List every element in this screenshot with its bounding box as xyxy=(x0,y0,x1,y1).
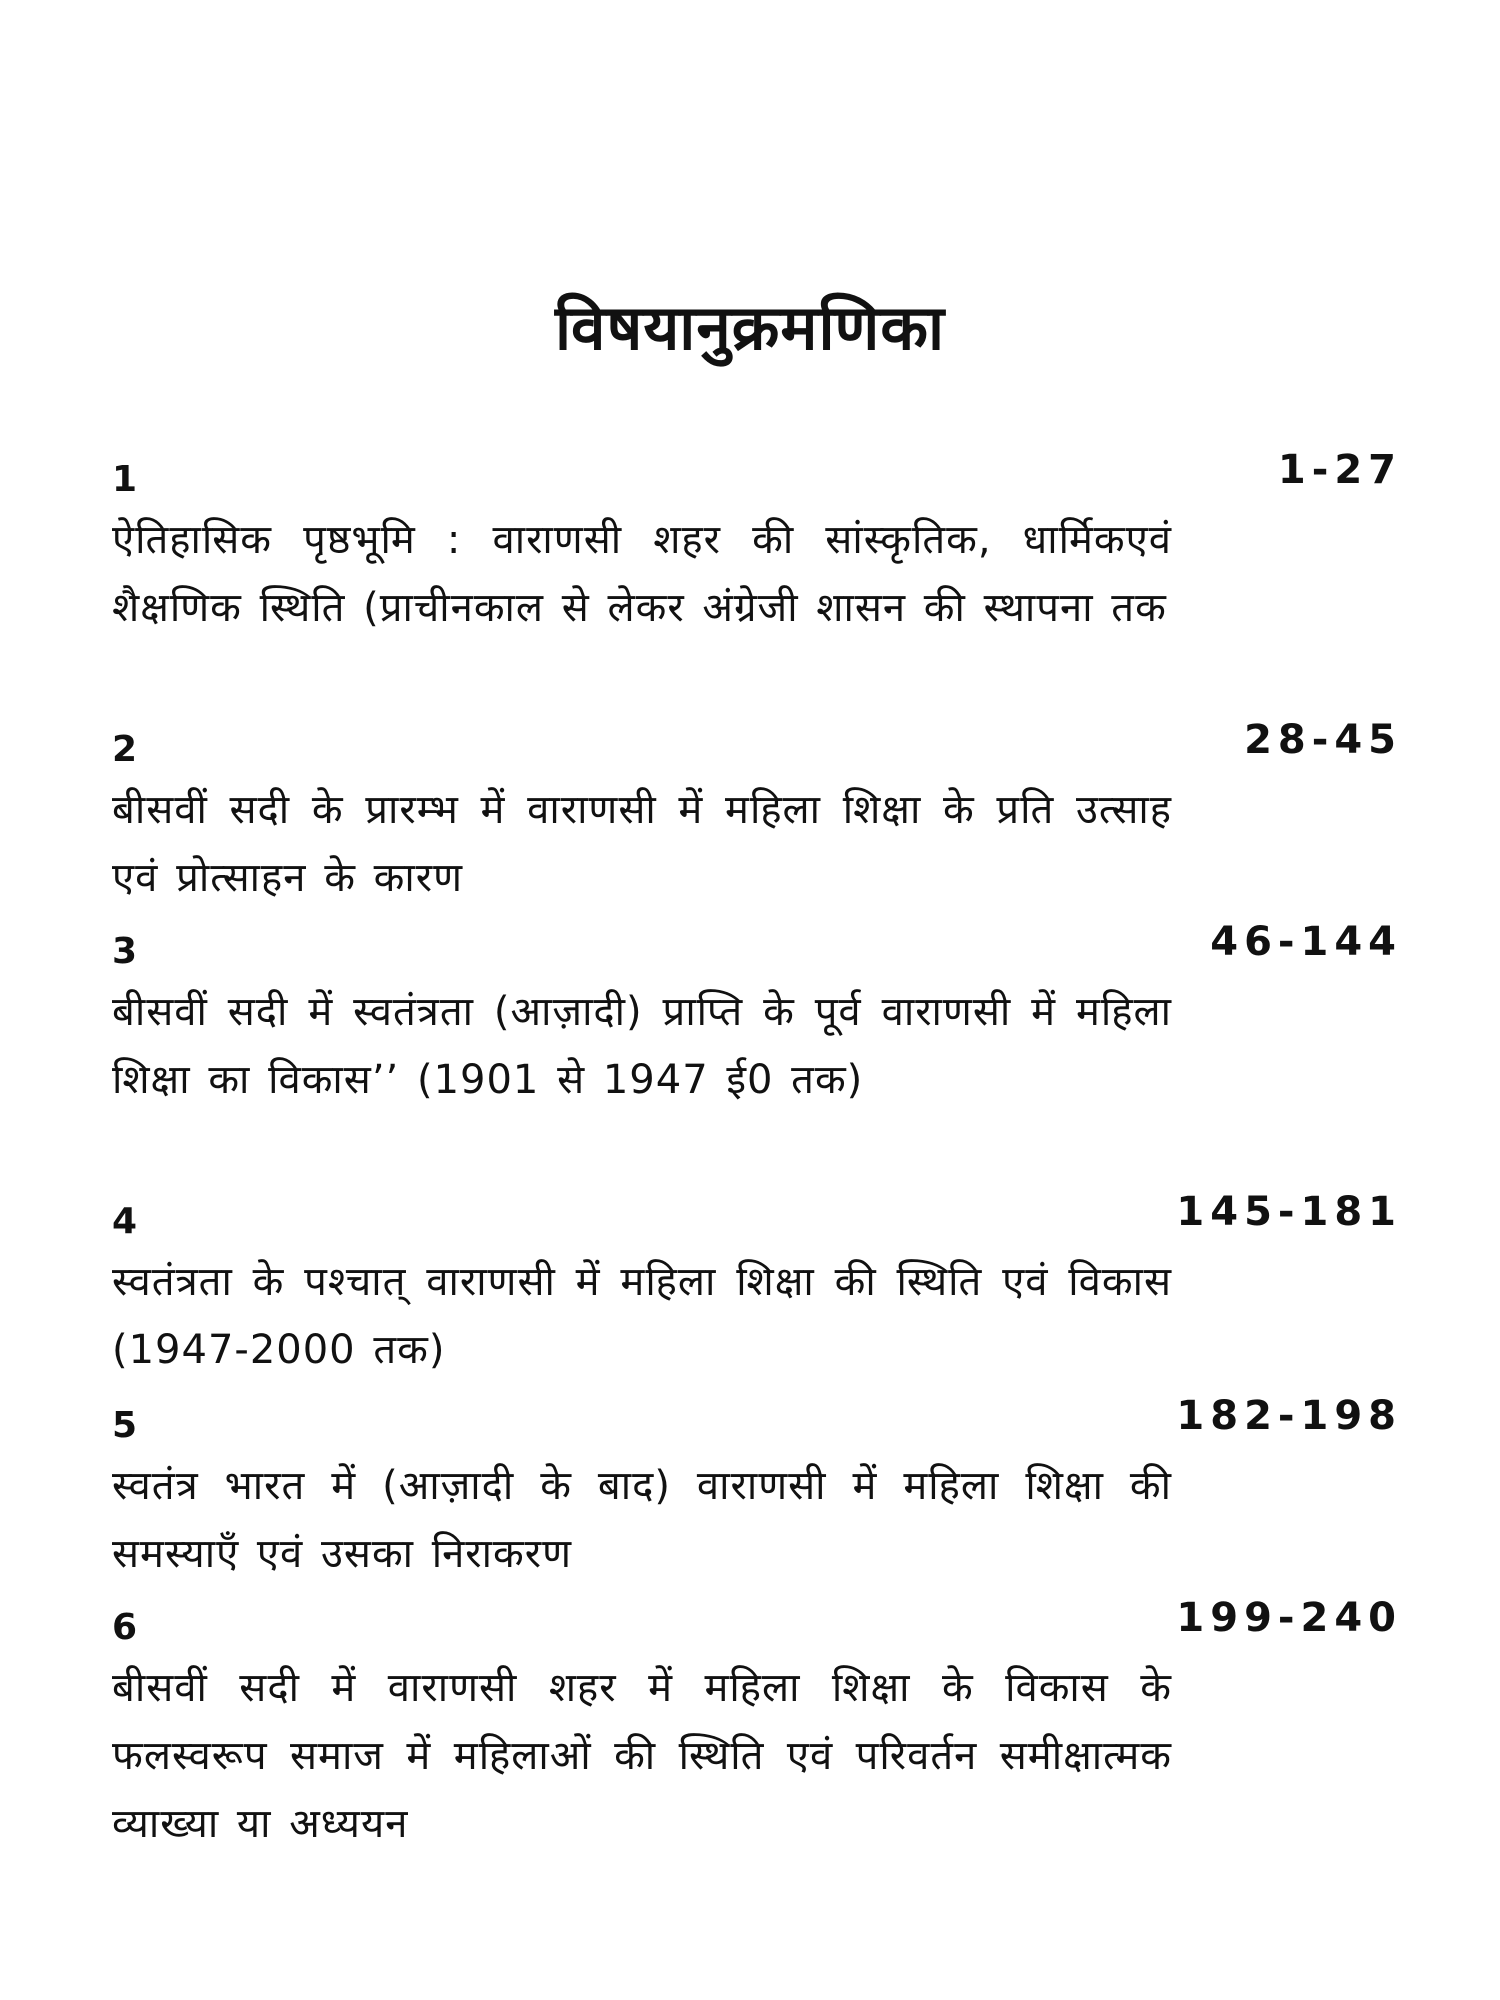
page-range: 199-240 xyxy=(1176,1595,1402,1641)
chapter-number: 3 xyxy=(112,931,138,972)
chapter-title: ऐतिहासिक पृष्ठभूमि : वाराणसी शहर की सांस्कृतिक, धार्मिकएवं शैक्षणिक स्थिति (प्राचीनकाल से लेकर अंग्रेजी शासन की स्थापना तक xyxy=(112,517,1172,631)
chapter-title: बीसवीं सदी में वाराणसी शहर में महिला शिक्षा के विकास के फलस्वरूप समाज में महिलाओं की स्थिति एवं परिवर्तन समीक्षात्मक व्याख्या या अध्ययन xyxy=(112,1665,1172,1847)
chapter-number: 5 xyxy=(112,1405,138,1446)
page-title: विषयानुक्रमणिका xyxy=(554,291,946,364)
chapter-title: बीसवीं सदी में स्वतंत्रता (आज़ादी) प्राप्ति के पूर्व वाराणसी में महिला शिक्षा का विकास’’ (1901 से 1947 ई0 तक) xyxy=(112,989,1172,1103)
chapter-title: बीसवीं सदी के प्रारम्भ में वाराणसी में महिला शिक्षा के प्रति उत्साह एवं प्रोत्साहन के कारण xyxy=(112,787,1172,901)
chapter-title: स्वतंत्रता के पश्चात् वाराणसी में महिला शिक्षा की स्थिति एवं विकास (1947-2000 तक) xyxy=(112,1259,1172,1373)
page-range: 46-144 xyxy=(1210,919,1402,965)
chapter-title: स्वतंत्र भारत में (आज़ादी के बाद) वाराणसी में महिला शिक्षा की समस्याएँ एवं उसका निराकरण xyxy=(112,1463,1172,1577)
chapter-number: 1 xyxy=(112,459,138,500)
chapter-number: 2 xyxy=(112,729,138,770)
chapter-number: 6 xyxy=(112,1607,138,1648)
page-range: 182-198 xyxy=(1176,1393,1402,1439)
page-range: 1-27 xyxy=(1277,447,1402,493)
chapter-number: 4 xyxy=(112,1201,138,1242)
page-range: 28-45 xyxy=(1244,717,1402,763)
page-range: 145-181 xyxy=(1176,1189,1402,1235)
